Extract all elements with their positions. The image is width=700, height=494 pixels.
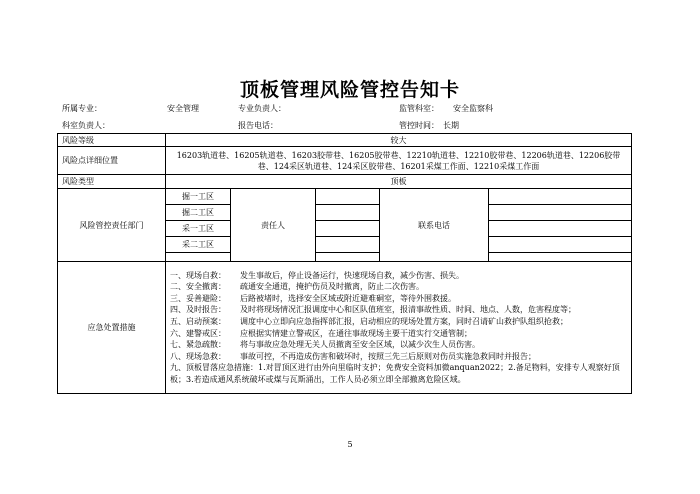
risk-type-label: 风险类型 [58, 175, 166, 189]
contact-phone-label: 联系电话 [380, 189, 489, 262]
emergency-item [170, 362, 627, 385]
contact-phone-value [489, 237, 632, 253]
emergency-item-number: 四、及时报告： [170, 305, 226, 315]
control-time-value: 长期 [443, 121, 459, 130]
responsible-person-value [316, 237, 380, 253]
emergency-item-text: 后路被堵时，选择安全区域或附近避难硐室，等待外围救援。 [240, 293, 456, 303]
emergency-item-number: 一、现场自救： [170, 270, 226, 280]
supervising-dept-value: 安全监察科 [453, 104, 493, 113]
emergency-item [170, 351, 627, 363]
emergency-item-text: 发生事故后，停止设备运行，快速现场自救，减少伤害、损失。 [240, 270, 464, 280]
risk-card-table [57, 133, 632, 394]
control-time-label: 管控时间： [399, 121, 439, 130]
emergency-item-text: 疏通安全通道，掩护伤员及时撤离，防止二次伤害。 [240, 282, 424, 292]
professional-lead-label: 专业负责人： [238, 104, 286, 113]
emergency-item-number: 三、妥善避险： [170, 293, 226, 303]
emergency-item [170, 281, 627, 293]
emergency-item [170, 270, 627, 282]
emergency-item [170, 328, 627, 340]
specialty-value: 安全管理 [167, 104, 199, 113]
contact-phone-value [489, 205, 632, 221]
unit-cell: 掘一工区 [166, 189, 231, 205]
emergency-item-number: 二、安全撤离： [170, 282, 226, 292]
emergency-item-text: 将与事故应急处理无关人员撤离至安全区域，以减少次生人员伤害。 [240, 340, 480, 350]
unit-cell: 采二工区 [166, 237, 231, 253]
risk-type-value: 顶板 [166, 175, 632, 189]
emergency-label: 应急处置措施 [58, 262, 166, 394]
emergency-item-text: 事故可控，不再造成伤害和破坏时，按照三先三后原则对伤员实施急救同时并报告； [240, 351, 536, 361]
emergency-item-text: 应根据实情建立警戒区，在通往事故现场主要干道实行交通管制； [240, 328, 472, 338]
emergency-measures [166, 262, 632, 394]
risk-level-value: 较大 [166, 134, 632, 147]
responsible-person-value [316, 221, 380, 237]
emergency-row [58, 262, 632, 394]
contact-phone-value [489, 189, 632, 205]
risk-location-value: 16203轨道巷、16205轨道巷、16203胶带巷、16205胶带巷、12210轨道巷、12210胶带巷、12206轨道巷、12206胶带巷、124采区轨道巷、124采区胶带巷、16201采煤工作面、12210采煤工作面 [166, 147, 632, 175]
responsible-person-label: 责任人 [231, 189, 316, 262]
dept-head-label: 科室负责人： [62, 121, 110, 130]
responsible-person-value [316, 189, 380, 205]
unit-cell: 掘二工区 [166, 205, 231, 221]
emergency-item [170, 316, 627, 328]
supervising-dept-label: 监管科室： [399, 104, 439, 113]
contact-phone-value [489, 253, 632, 262]
emergency-item-text: 1.对冒顶区进行由外向里临时支护；免费安全资料加微anquan2022；2.备足物料，安排专人观察好顶板；3.若造成通风系统破坏或煤与瓦斯涌出，工作人员必须立即全部撤离危险区域。 [170, 363, 620, 384]
responsible-person-value [316, 205, 380, 221]
emergency-item-number: 九、顶板冒落应急措施： [170, 363, 258, 373]
unit-cell: 采一工区 [166, 221, 231, 237]
page-number: 5 [347, 440, 353, 449]
risk-level-label: 风险等级 [58, 134, 166, 147]
report-phone-label: 报告电话： [238, 121, 278, 130]
responsible-row-1 [58, 189, 632, 205]
emergency-item [170, 293, 627, 305]
responsible-dept-label: 风险管控责任部门 [58, 189, 166, 262]
emergency-item-number: 七、紧急疏散： [170, 340, 226, 350]
specialty-label: 所属专业： [62, 104, 102, 113]
risk-location-label: 风险点详细位置 [58, 147, 166, 175]
emergency-item [170, 304, 627, 316]
emergency-item-number: 六、建警戒区： [170, 328, 226, 338]
emergency-item-text: 调度中心立即向应急指挥部汇报，启动相应的现场处置方案，同时召请矿山救护队组织抢救； [240, 316, 568, 326]
responsible-person-value [316, 253, 380, 262]
contact-phone-value [489, 221, 632, 237]
risk-level-row [58, 134, 632, 147]
emergency-item-text: 及时将现场情况汇报调度中心和区队值班室，报清事故性质、时间、地点、人数，危害程度等； [240, 305, 576, 315]
risk-type-row [58, 175, 632, 189]
unit-cell-empty [166, 253, 231, 262]
risk-location-row [58, 147, 632, 175]
emergency-item-number: 八、现场急救： [170, 351, 226, 361]
emergency-item [170, 339, 627, 351]
emergency-item-number: 五、启动预案： [170, 316, 226, 326]
page-title: 顶板管理风险管控告知卡 [239, 79, 460, 101]
